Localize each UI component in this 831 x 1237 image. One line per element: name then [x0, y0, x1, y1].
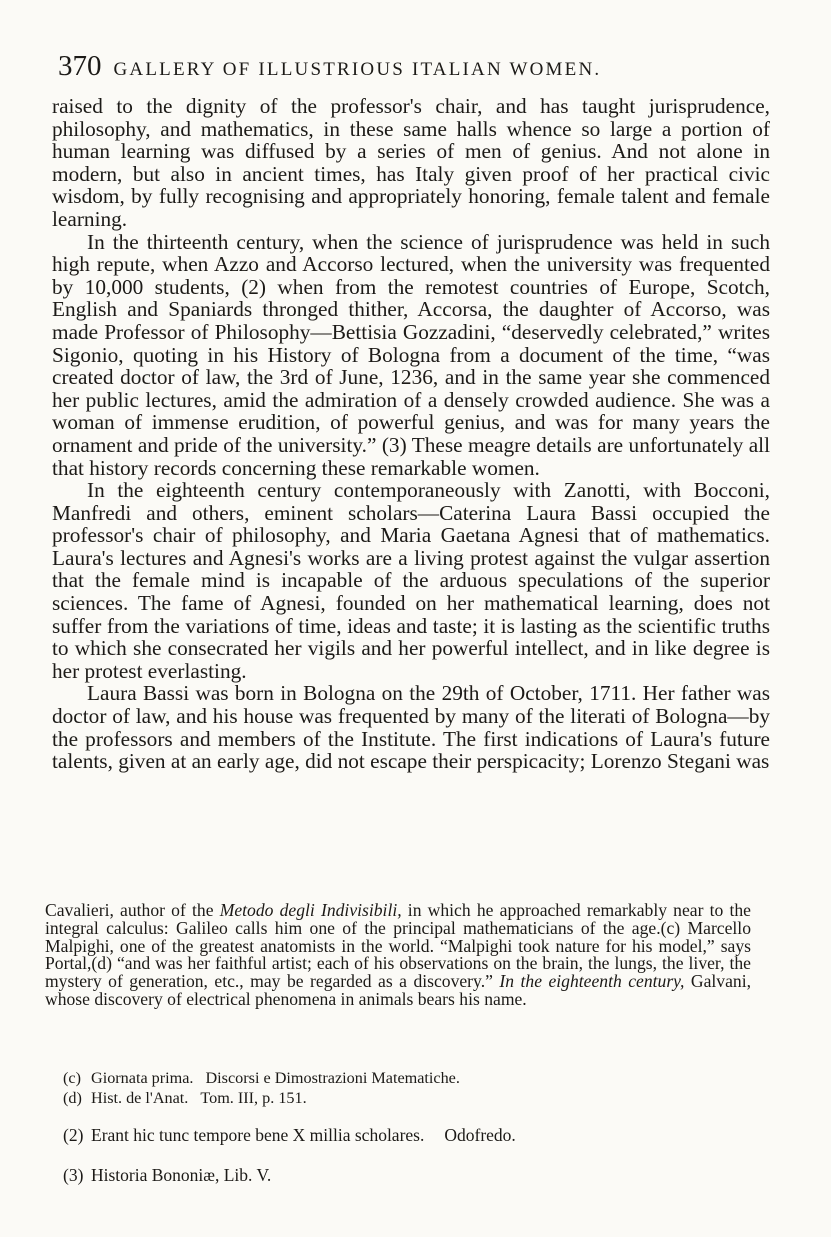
footnote-detail: Odofredo. — [444, 1125, 516, 1145]
footnote-source: Erant hic tunc tempore bene X millia scholares. — [91, 1125, 425, 1145]
footnote-source: Giornata prima. — [91, 1069, 194, 1087]
footnote-continuation — [45, 902, 751, 1009]
footnote-italic-phrase: In the eighteenth century, — [499, 971, 685, 992]
paragraph-4: Laura Bassi was born in Bologna on the 29th of October, 1711. Her father was doctor of law, and his house was frequented by many of the literati of Bologna—by the professors and members of the Institute. The first indications of Laura's future talents, given at an early age, did not escape their perspicacity; Lorenzo Stegani was — [52, 681, 770, 774]
paragraph-2: In the thirteenth century, when the science of jurisprudence was held in such high repute, when Azzo and Accorso lectured, when the university was frequented by 10,000 students, (2) when from the remotest countries of Europe, Scotch, English and Spaniards thronged thither, Accorsa, the daughter of Accorso, was made Professor of Philosophy—Bettisia Gozzadini, “deservedly celebrated,” writes Sigonio, quoting in his History of Bologna from a document of the time, “was created doctor of law, the 3rd of June, 1236, and in the same year she commenced her public lectures, amid the admiration of a densely crowded audience. She was a woman of immense erudition, of powerful genius, and was for many years the ornament and pride of the university.” (3) These meagre details are unfortunately all that history records concerning these remarkable women. — [52, 229, 770, 480]
footnote-detail: Discorsi e Dimostrazioni Matematiche. — [205, 1069, 460, 1087]
footnote-2 — [63, 1126, 516, 1145]
footnote-c — [63, 1069, 460, 1088]
footnote-text: Galvani, whose discovery of electrical phenomena in animals bears his name. — [45, 971, 751, 1009]
footnote-label: (c) — [63, 1069, 81, 1087]
footnote-3 — [63, 1166, 271, 1185]
paragraph-1: raised to the dignity of the professor's chair, and has taught jurisprudence, philosophy, and mathematics, in these same halls whence so large a portion of human learning was diffused by a series of men of genius. And not alone in modern, but also in ancient times, has Italy given proof of her practical civic wisdom, by fully recognising and appropriately honoring, female talent and female learning. — [52, 94, 770, 231]
footnote-source: Historia Bononiæ, Lib. V. — [91, 1165, 272, 1185]
page-number: 370 — [58, 50, 102, 82]
footnote-label: (d) — [63, 1089, 82, 1107]
footnote-text: in which he approached remarkably near to the integral calculus: Galileo calls him one of the principal mathematicians of the age.(c) Marcello Malpighi, one of the greatest anatomists in the world. “Malpighi took nature for his model,” says Portal,(d) “and was her faithful artist; each of his observations on the brain, the lungs, the liver, the mystery of generation, etc., may be regarded as a discovery.” — [45, 900, 751, 992]
footnote-text: Cavalieri, author of the — [45, 900, 220, 920]
footnote-detail: Tom. III, p. 151. — [200, 1089, 307, 1107]
main-text — [52, 95, 770, 773]
running-title: GALLERY OF ILLUSTRIOUS ITALIAN WOMEN. — [113, 59, 602, 80]
footnote-italic-title: Metodo degli Indivisibili, — [219, 900, 402, 920]
footnote-source: Hist. de l'Anat. — [91, 1089, 189, 1107]
footnote-d — [63, 1089, 307, 1108]
running-header — [58, 50, 798, 86]
footnote-label: (3) — [63, 1165, 84, 1185]
footnote-label: (2) — [63, 1125, 84, 1145]
paragraph-3: In the eighteenth century contemporaneously with Zanotti, with Bocconi, Manfredi and others, eminent scholars—Caterina Laura Bassi occupied the professor's chair of philosophy, and Maria Gaetana Agnesi that of mathematics. Laura's lectures and Agnesi's works are a living protest against the vulgar assertion that the female mind is incapable of the arduous speculations of the superior sciences. The fame of Agnesi, founded on her mathematical learning, does not suffer from the variations of time, ideas and taste; it is lasting as the scientific truths to which she consecrated her vigils and her powerful intellect, and in like degree is her protest everlasting. — [52, 478, 770, 683]
